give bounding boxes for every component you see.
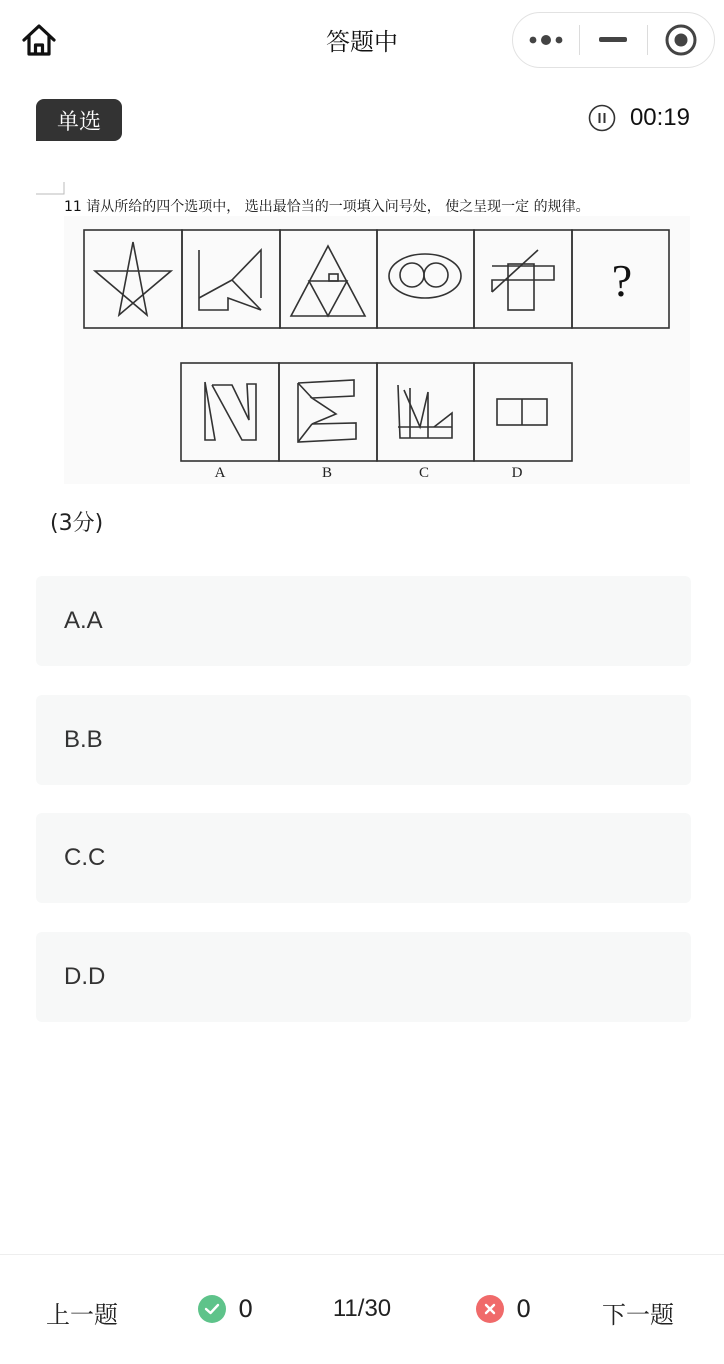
option-letter-c: C xyxy=(418,465,430,481)
cross-circle-icon xyxy=(476,1295,504,1323)
pause-icon[interactable] xyxy=(588,104,616,132)
home-button[interactable] xyxy=(18,20,60,60)
bottom-bar xyxy=(0,1254,724,1364)
navbar xyxy=(0,0,724,80)
question-text: 11 请从所给的四个选项中， 选出最恰当的一项填入问号处， 使之呈现一定 的规律。 xyxy=(64,199,590,215)
next-question-button[interactable]: 下一题 xyxy=(602,1301,674,1329)
option-a[interactable]: A.A xyxy=(36,576,691,666)
more-icon xyxy=(528,34,564,46)
progress-indicator: 11/30 xyxy=(332,1295,392,1322)
home-icon xyxy=(21,23,57,57)
question-image xyxy=(36,180,690,484)
check-circle-icon xyxy=(198,1295,226,1323)
option-letter-b: B xyxy=(321,465,333,481)
wrong-count xyxy=(476,1295,531,1323)
close-circle-icon xyxy=(664,23,698,57)
timer-value: 00:19 xyxy=(629,104,690,131)
question-mark-text: ? xyxy=(611,255,633,306)
question-type-badge: 单选 xyxy=(36,99,122,141)
capsule-menu xyxy=(512,12,715,68)
option-letter-d: D xyxy=(511,465,523,481)
option-b[interactable]: B.B xyxy=(36,695,691,785)
option-d[interactable]: D.D xyxy=(36,932,691,1022)
page-title: 答题中 xyxy=(326,28,398,56)
timer xyxy=(588,104,690,132)
correct-count-value: 0 xyxy=(238,1295,254,1323)
question-score: (3分) xyxy=(50,511,104,536)
option-c[interactable]: C.C xyxy=(36,813,691,903)
minimize-icon xyxy=(599,37,627,43)
option-letter-a: A xyxy=(214,465,226,481)
more-button[interactable] xyxy=(513,13,579,67)
close-button[interactable] xyxy=(648,13,714,67)
minimize-button[interactable] xyxy=(580,13,646,67)
correct-count xyxy=(198,1295,253,1323)
wrong-count-value: 0 xyxy=(516,1295,532,1323)
prev-question-button[interactable]: 上一题 xyxy=(46,1301,118,1329)
